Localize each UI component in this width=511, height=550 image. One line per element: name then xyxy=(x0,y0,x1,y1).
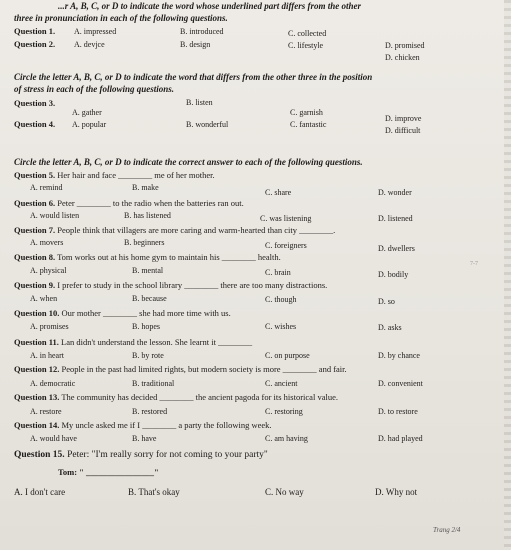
option-b[interactable]: B. wonderful xyxy=(186,120,229,129)
question-row xyxy=(14,364,347,374)
question-label: Question 10. xyxy=(14,308,60,318)
option-b[interactable]: B. hopes xyxy=(132,322,160,331)
option-b[interactable]: B. mental xyxy=(132,266,164,275)
question-stem: Her hair and face ________ me of her mother. xyxy=(57,170,215,180)
question-row xyxy=(14,308,231,318)
option-b[interactable]: B. design xyxy=(180,40,211,49)
question-stem: Lan didn't understand the lesson. She learnt it ________ xyxy=(61,337,253,347)
question-label: Question 13. xyxy=(14,392,60,402)
option-d[interactable]: D. Why not xyxy=(375,487,418,497)
question-stem: People in the past had limited rights, but modern society is more ________ and fair. xyxy=(61,364,347,374)
question-row xyxy=(14,225,335,235)
instruction-stress: Circle the letter A, B, C, or D to indicate the word that differs from the other three in the position xyxy=(14,72,373,82)
option-a[interactable]: A. democratic xyxy=(30,379,76,388)
option-a[interactable]: A. promises xyxy=(30,322,69,331)
question-stem: Our mother ________ she had more time with us. xyxy=(61,308,231,318)
option-a[interactable]: A. gather xyxy=(72,108,102,117)
question-label: Question 1. xyxy=(14,26,56,36)
question-row xyxy=(14,450,268,460)
option-c[interactable]: C. restoring xyxy=(265,407,303,416)
option-b[interactable]: B. by rote xyxy=(132,351,164,360)
option-a[interactable]: A. when xyxy=(30,294,58,303)
option-a[interactable]: A. I don't care xyxy=(14,487,66,497)
page-number: Trang 2/4 xyxy=(433,526,461,534)
option-b[interactable]: B. That's okay xyxy=(128,487,180,497)
question-label: Question 2. xyxy=(14,39,56,49)
question-stem: My uncle asked me if I ________ a party the following week. xyxy=(61,420,272,430)
option-c[interactable]: C. share xyxy=(265,188,292,197)
instruction-pronunciation: ...r A, B, C, or D to indicate the word whose underlined part differs from the other xyxy=(58,1,362,11)
option-d[interactable]: D. dwellers xyxy=(378,244,415,253)
question-row xyxy=(14,280,327,290)
question-row xyxy=(14,392,338,402)
option-d[interactable]: D. by chance xyxy=(378,351,420,360)
option-a[interactable]: A. devjce xyxy=(74,40,105,49)
page-edge xyxy=(504,0,511,550)
option-d[interactable]: D. chicken xyxy=(385,53,420,62)
option-d[interactable]: D. so xyxy=(378,297,395,306)
question-label: Question 7. xyxy=(14,225,56,235)
question-stem: People think that villagers are more caring and warm-hearted than city ________. xyxy=(57,225,336,235)
option-c[interactable]: C. wishes xyxy=(265,322,297,331)
option-a[interactable]: A. remind xyxy=(30,183,63,192)
option-d[interactable]: D. asks xyxy=(378,323,402,332)
option-c[interactable]: C. though xyxy=(265,295,297,304)
option-a[interactable]: A. physical xyxy=(30,266,67,275)
question-row xyxy=(14,337,252,347)
instruction-correct-answer: Circle the letter A, B, C, or D to indicate the correct answer to each of the following questions. xyxy=(14,157,363,167)
question-stem: Tom works out at his home gym to maintain his ________ health. xyxy=(57,252,281,262)
option-b[interactable]: B. have xyxy=(132,434,157,443)
option-b[interactable]: B. traditional xyxy=(132,379,175,388)
option-c[interactable]: C. am having xyxy=(265,434,308,443)
question-label: Question 12. xyxy=(14,364,60,374)
margin-mark: 7-7 xyxy=(470,261,478,267)
option-b[interactable]: B. beginners xyxy=(124,238,165,247)
instruction-stress-cont: of stress in each of the following questions. xyxy=(14,84,175,94)
question-label: Question 3. xyxy=(14,98,56,108)
option-c[interactable]: C. foreigners xyxy=(265,241,307,250)
question-label: Question 5. xyxy=(14,170,56,180)
option-b[interactable]: B. make xyxy=(132,183,159,192)
option-d[interactable]: D. convenient xyxy=(378,379,423,388)
question-row xyxy=(14,252,281,262)
question-stem: The community has decided ________ the ancient pagoda for its historical value. xyxy=(61,392,338,402)
option-d[interactable]: D. promised xyxy=(385,41,425,50)
option-a[interactable]: A. impressed xyxy=(74,27,117,36)
question-row xyxy=(14,420,272,430)
option-c[interactable]: C. ancient xyxy=(265,379,298,388)
tom-response-line: Tom: " ________________" xyxy=(58,467,159,477)
question-label: Question 14. xyxy=(14,420,60,430)
question-label: Question 6. xyxy=(14,198,56,208)
question-label: Question 11. xyxy=(14,337,59,347)
option-b[interactable]: B. restored xyxy=(132,407,168,416)
question-label: Question 4. xyxy=(14,119,56,129)
option-a[interactable]: A. movers xyxy=(30,238,64,247)
option-c[interactable]: C. No way xyxy=(265,487,304,497)
option-b[interactable]: B. because xyxy=(132,294,167,303)
question-stem: Peter ________ to the radio when the batteries ran out. xyxy=(57,198,244,208)
option-c[interactable]: C. brain xyxy=(265,268,291,277)
option-c[interactable]: C. on purpose xyxy=(265,351,310,360)
question-label: Question 9. xyxy=(14,280,56,290)
question-label: Question 8. xyxy=(14,252,56,262)
option-a[interactable]: A. would have xyxy=(30,434,77,443)
option-d[interactable]: D. to restore xyxy=(378,407,418,416)
instruction-pronunciation-cont: three in pronunciation in each of the following questions. xyxy=(14,13,228,23)
option-c[interactable]: C. lifestyle xyxy=(288,41,324,50)
option-c[interactable]: C. garnish xyxy=(290,108,323,117)
option-d[interactable]: D. listened xyxy=(378,214,413,223)
option-a[interactable]: A. popular xyxy=(72,120,107,129)
option-c[interactable]: C. was listening xyxy=(260,214,312,223)
option-d[interactable]: D. bodily xyxy=(378,270,409,279)
question-stem: Peter: "I'm really sorry for not coming to your party" xyxy=(67,450,268,460)
option-a[interactable]: A. in heart xyxy=(30,351,64,360)
question-row xyxy=(14,198,244,208)
option-d[interactable]: D. had played xyxy=(378,434,423,443)
option-d[interactable]: D. improve xyxy=(385,114,422,123)
option-b[interactable]: B. introduced xyxy=(180,27,224,36)
question-label: Question 15. xyxy=(14,450,65,460)
question-stem: I prefer to study in the school library ________ there are too many distractions. xyxy=(57,280,328,290)
option-d[interactable]: D. wonder xyxy=(378,188,412,197)
option-a[interactable]: A. restore xyxy=(30,407,62,416)
option-d[interactable]: D. difficult xyxy=(385,126,421,135)
option-c[interactable]: C. fantastic xyxy=(290,120,327,129)
question-row xyxy=(14,170,215,180)
option-a[interactable]: A. would listen xyxy=(30,211,80,220)
option-b[interactable]: B. has listened xyxy=(124,211,171,220)
option-b[interactable]: B. listen xyxy=(186,98,213,107)
option-c[interactable]: C. collected xyxy=(288,29,327,38)
